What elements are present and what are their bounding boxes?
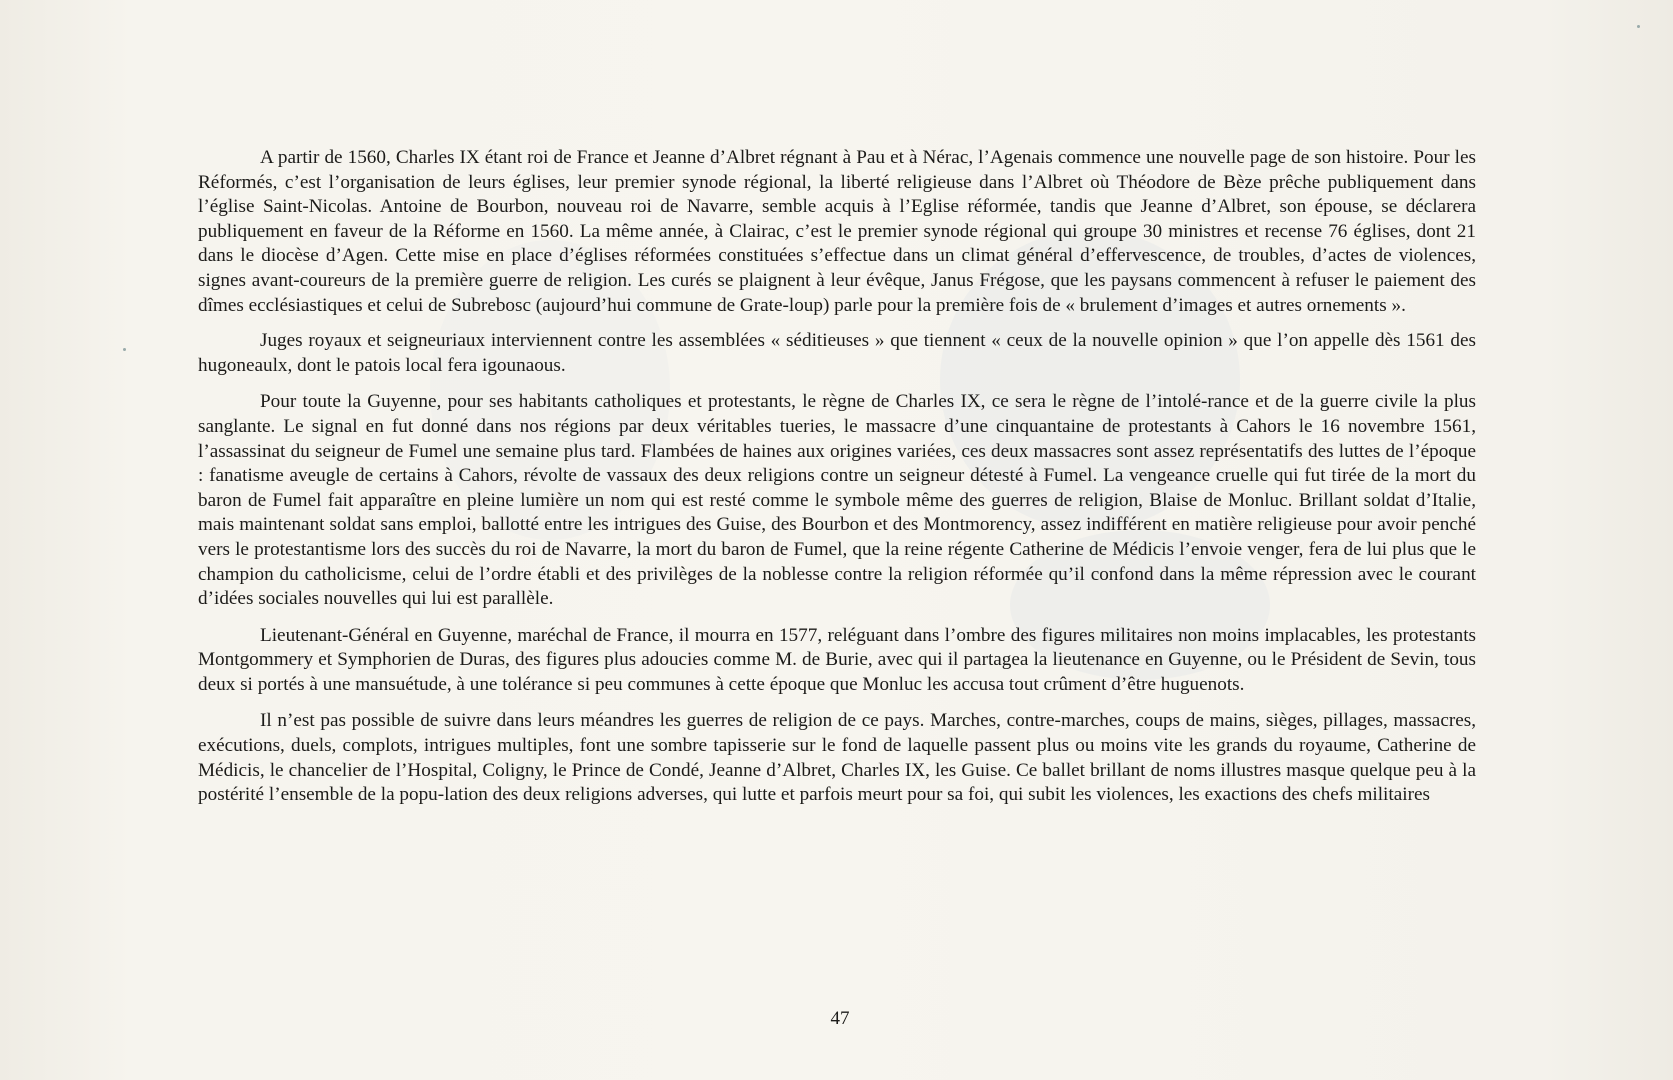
paragraph: Lieutenant-Général en Guyenne, maréchal de France, il mourra en 1577, reléguant dans l’ombre des figures militaires non moins implacables, les protestants Montgommery et Symphorien de Duras, des figures plus adoucies comme M. de Burie, avec qui il partagea la lieutenance en Guyenne, ou le Président de Sevin, tous deux si portés à une mansuétude, à une tolérance si peu communes à cette époque que Monluc les accusa tout crûment d’être huguenots. — [198, 624, 1476, 695]
paper-speck — [1637, 25, 1640, 28]
page-number: 47 — [830, 1008, 850, 1029]
body-text — [198, 146, 1476, 820]
paragraph: Il n’est pas possible de suivre dans leurs méandres les guerres de religion de ce pays. Marches, contre-marches, coups de mains, sièges, pillages, massacres, exécutions, duels, complots, intrigues multiples, font une sombre tapisserie sur le fond de laquelle passent plus ou moins vite les grands du royaume, Catherine de Médicis, le chancelier de l’Hospital, Coligny, le Prince de Condé, Jeanne d’Albret, Charles IX, les Guise. Ce ballet brillant de noms illustres masque quelque peu à la postérité l’ensemble de la popu-lation des deux religions adverses, qui lutte et parfois meurt pour sa foi, qui subit les violences, les exactions des chefs militaires — [198, 710, 1476, 806]
paper-speck — [123, 348, 126, 351]
paragraph: Pour toute la Guyenne, pour ses habitants catholiques et protestants, le règne de Charles IX, ce sera le règne de l’intolé-rance et de la guerre civile la plus sanglante. Le signal en fut donné dans nos régions par deux véritables tueries, le massacre d’une cinquantaine de protestants à Cahors le 16 novembre 1561, l’assassinat du seigneur de Fumel une semaine plus tard. Flambées de haines aux origines variées, ces deux massacres sont assez représentatifs des luttes de l’époque : fanatisme aveugle de certains à Cahors, révolte de vassaux des deux religions contre un seigneur détesté à Fumel. La vengeance cruelle qui fut tirée de la mort du baron de Fumel fait apparaître en pleine lumière un nom qui est resté comme le symbole même des guerres de religion, Blaise de Monluc. Brillant soldat d’Italie, mais maintenant soldat sans emploi, ballotté entre les intrigues des Guise, des Bourbon et des Montmorency, assez indifférent en matière religieuse pour avoir penché vers le protestantisme lors des succès du roi de Navarre, la mort du baron de Fumel, que la reine régente Catherine de Médicis l’envoie venger, fera de lui plus que le champion du catholicisme, celui de l’ordre établi et des privilèges de la noblesse contre la religion réformée qu’il confond dans la même répression avec le courant d’idées sociales nouvelles qui lui est parallèle. — [198, 391, 1476, 610]
paragraph: A partir de 1560, Charles IX étant roi de France et Jeanne d’Albret régnant à Pau et à Nérac, l’Agenais commence une nouvelle page de son histoire. Pour les Réformés, c’est l’organisation de leurs églises, leur premier synode régional, la liberté religieuse dans l’Albret où Théodore de Bèze prêche publiquement dans l’église Saint-Nicolas. Antoine de Bourbon, nouveau roi de Navarre, semble acquis à l’Eglise réformée, tandis que Jeanne d’Albret, son épouse, se déclarera publiquement en faveur de la Réforme en 1560. La même année, à Clairac, c’est le premier synode régional qui groupe 30 ministres et recense 76 églises, dont 21 dans le diocèse d’Agen. Cette mise en place d’églises réformées constituées s’effectue dans un climat général d’effervescence, de troubles, d’actes de violences, signes avant-coureurs de la première guerre de religion. Les curés se plaignent à leur évêque, Janus Frégose, que les paysans commencent à refuser le paiement des dîmes ecclésiastiques et celui de Subrebosc (aujourd’hui commune de Grate-loup) parle pour la première fois de « brulement d’images et autres ornements ». — [198, 147, 1476, 316]
paragraph: Juges royaux et seigneuriaux interviennent contre les assemblées « séditieuses » que tiennent « ceux de la nouvelle opinion » que l’on appelle dès 1561 des hugoneaulx, dont le patois local fera igounaous. — [198, 330, 1476, 376]
